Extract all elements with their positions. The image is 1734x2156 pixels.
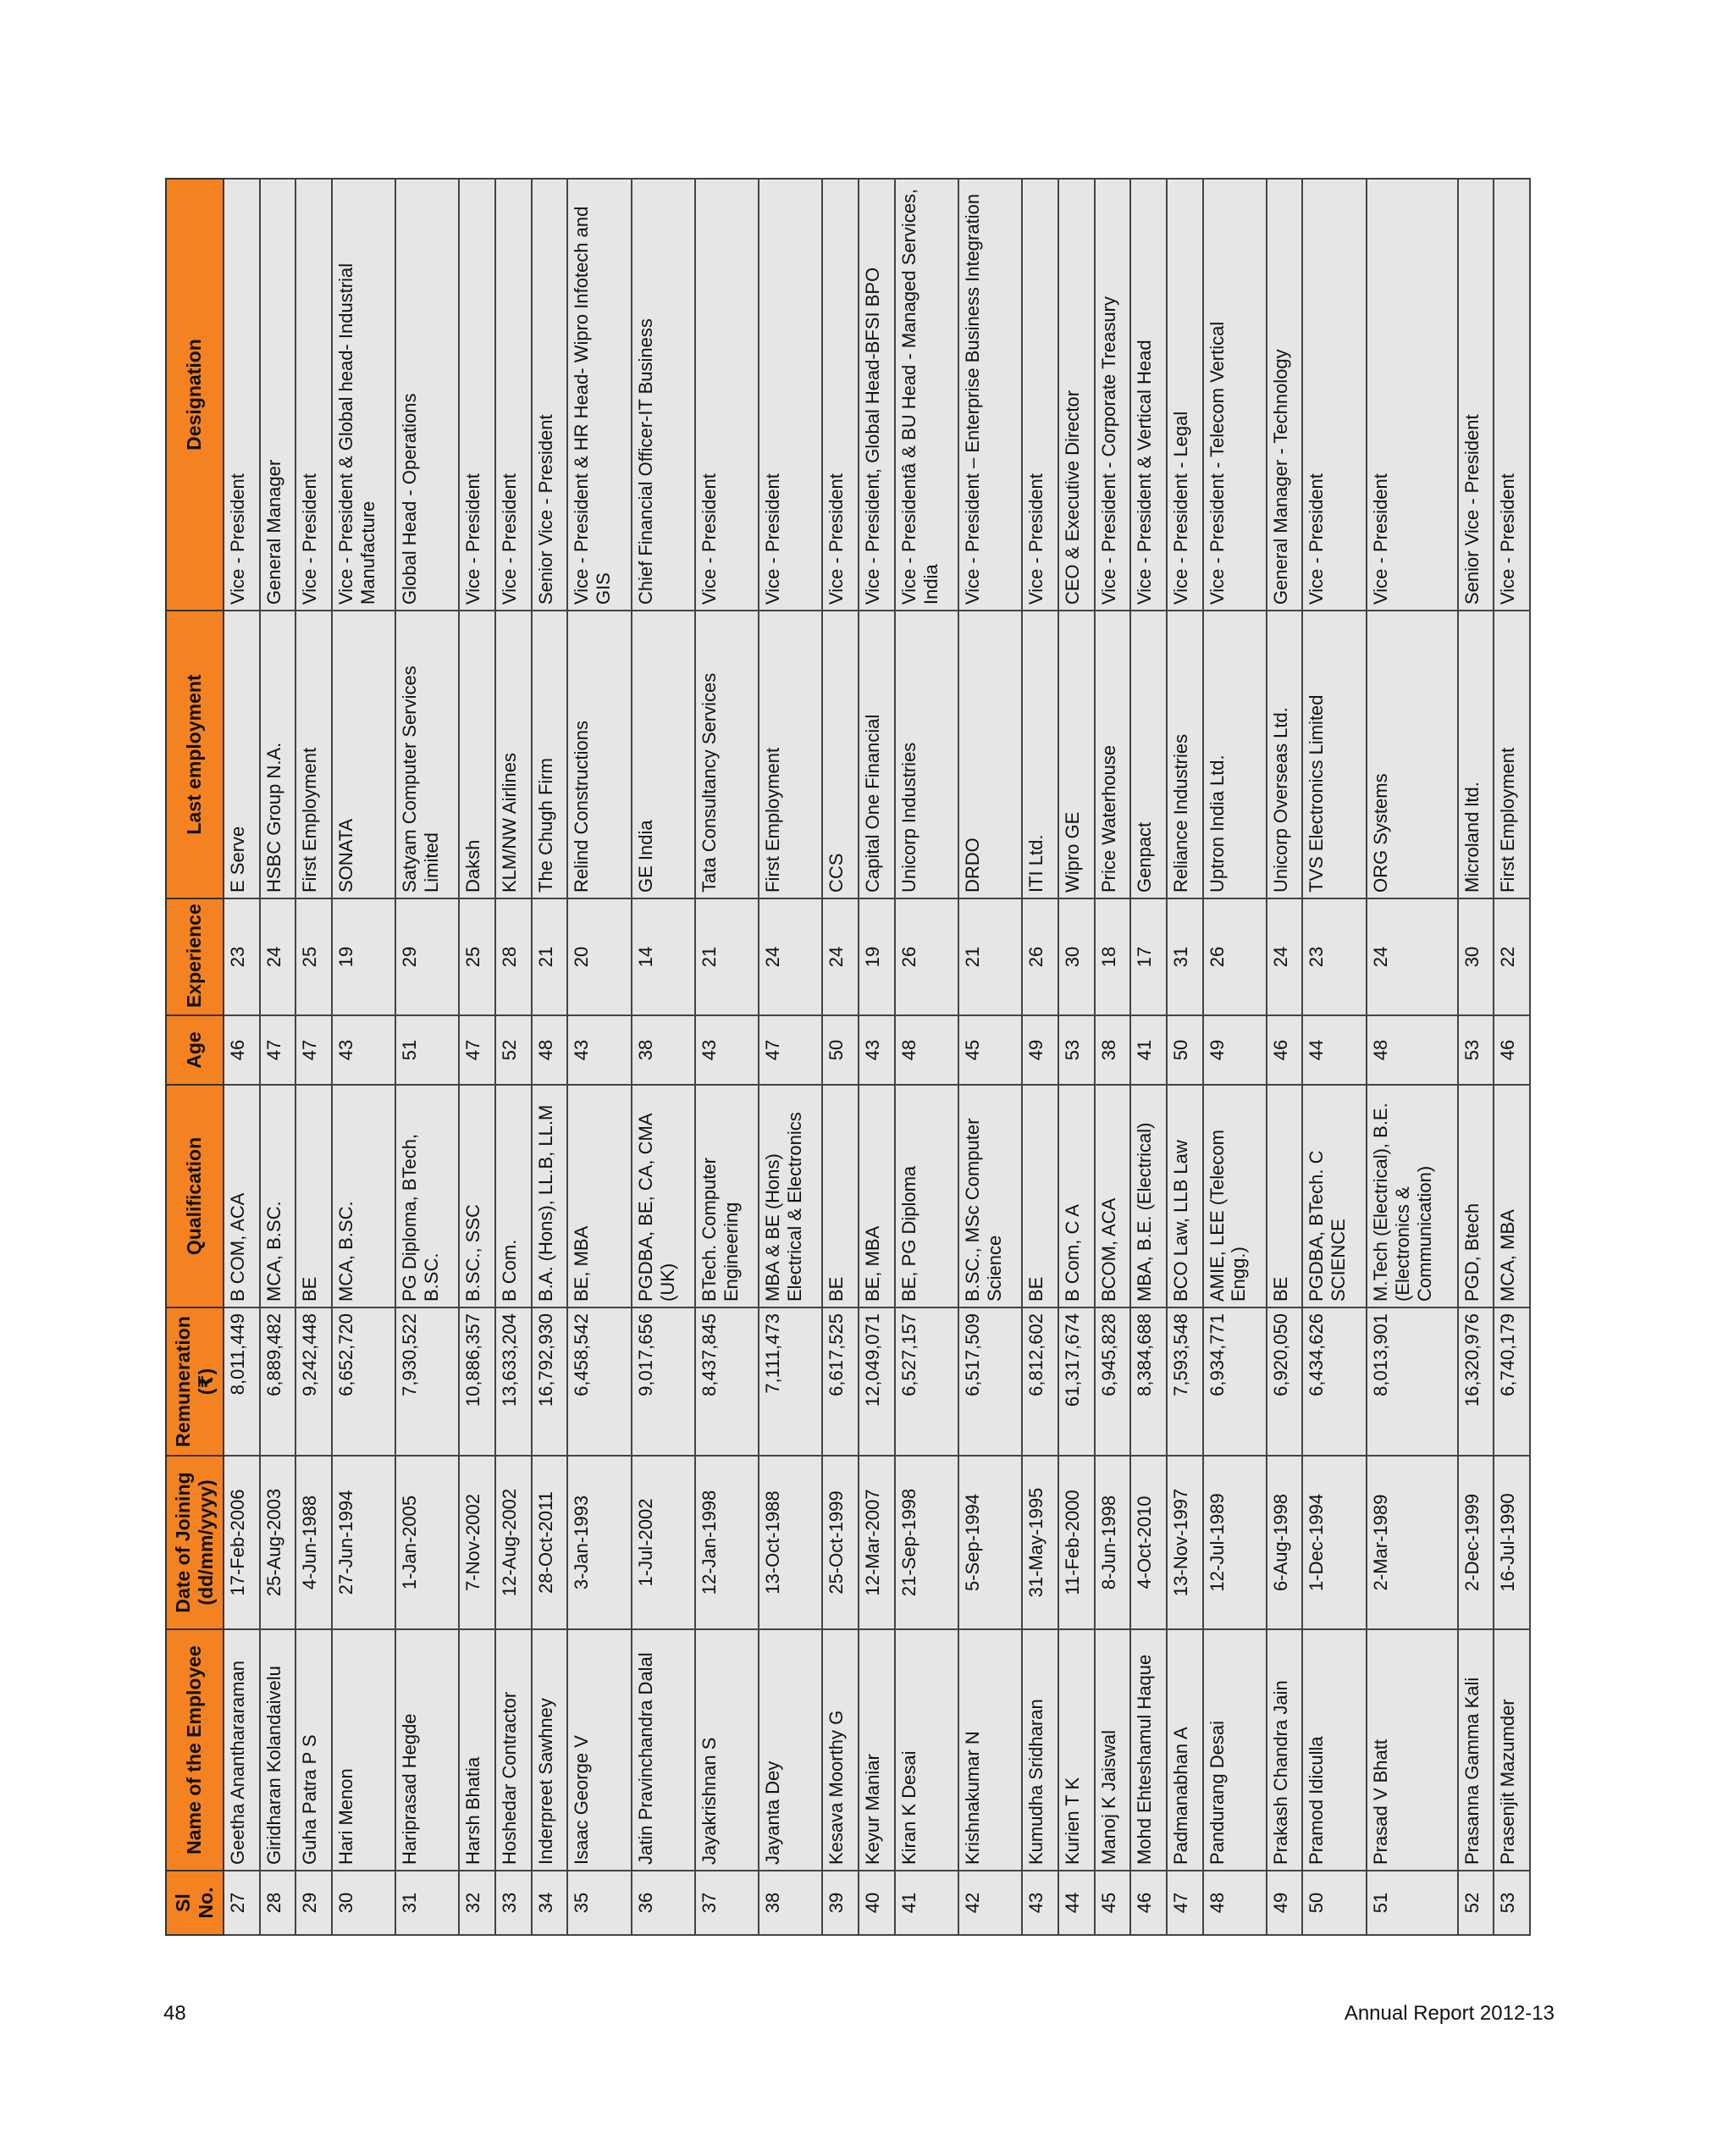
- cell-remuneration: 9,242,448: [295, 1307, 332, 1456]
- cell-remuneration: 7,593,548: [1167, 1307, 1203, 1456]
- cell-sl-no: 33: [495, 1871, 532, 1935]
- cell-last-employment: ORG Systems: [1367, 611, 1458, 898]
- cell-age: 45: [958, 1015, 1022, 1085]
- cell-experience: 31: [1167, 898, 1203, 1015]
- employee-table: [165, 178, 1531, 1936]
- cell-remuneration: 6,617,525: [822, 1307, 859, 1456]
- cell-remuneration: 8,013,901: [1367, 1307, 1458, 1456]
- cell-designation: Senior Vice - President: [532, 179, 568, 611]
- cell-name: Prasanna Gamma Kali: [1458, 1629, 1494, 1871]
- cell-name: Hari Menon: [332, 1629, 395, 1871]
- table-row: [1130, 179, 1167, 1935]
- cell-sl-no: 28: [260, 1871, 296, 1935]
- cell-designation: Vice - President: [295, 179, 332, 611]
- cell-qualification: BE, PG Diploma: [895, 1085, 958, 1307]
- cell-experience: 24: [260, 898, 296, 1015]
- cell-last-employment: GE India: [632, 611, 695, 898]
- cell-remuneration: 6,652,720: [332, 1307, 395, 1456]
- table-row: [695, 179, 759, 1935]
- cell-remuneration: 7,930,522: [395, 1307, 459, 1456]
- cell-name: Kurien T K: [1058, 1629, 1095, 1871]
- report-title: Annual Report 2012-13: [1344, 2002, 1555, 2025]
- cell-last-employment: Unicorp Overseas Ltd.: [1267, 611, 1303, 898]
- cell-last-employment: First Employment: [1494, 611, 1530, 898]
- cell-age: 49: [1022, 1015, 1058, 1085]
- cell-remuneration: 6,458,542: [567, 1307, 631, 1456]
- table-row: [395, 179, 459, 1935]
- cell-date-of-joining: 17-Feb-2006: [224, 1456, 260, 1629]
- cell-date-of-joining: 21-Sep-1998: [895, 1456, 958, 1629]
- cell-name: Guha Patra P S: [295, 1629, 332, 1871]
- cell-last-employment: Satyam Computer Services Limited: [395, 611, 459, 898]
- table-row: [759, 179, 822, 1935]
- cell-last-employment: E Serve: [224, 611, 260, 898]
- cell-name: Kesava Moorthy G: [822, 1629, 859, 1871]
- cell-qualification: MCA, B.SC.: [332, 1085, 395, 1307]
- cell-experience: 29: [395, 898, 459, 1015]
- header-designation: Designation: [166, 179, 224, 611]
- cell-designation: Vice - President & HR Head- Wipro Infotech and GIS: [567, 179, 631, 611]
- cell-sl-no: 32: [459, 1871, 495, 1935]
- cell-age: 48: [895, 1015, 958, 1085]
- cell-qualification: BTech. Computer Engineering: [695, 1085, 759, 1307]
- cell-designation: Vice - President: [1302, 179, 1366, 611]
- cell-qualification: B.SC., MSc Computer Science: [958, 1085, 1022, 1307]
- cell-last-employment: HSBC Group N.A.: [260, 611, 296, 898]
- table-row: [632, 179, 695, 1935]
- cell-age: 43: [567, 1015, 631, 1085]
- cell-date-of-joining: 3-Jan-1993: [567, 1456, 631, 1629]
- cell-date-of-joining: 8-Jun-1998: [1095, 1456, 1131, 1629]
- cell-last-employment: Reliance Industries: [1167, 611, 1203, 898]
- cell-last-employment: TVS Electronics Limited: [1302, 611, 1366, 898]
- cell-designation: Vice - President: [759, 179, 822, 611]
- cell-age: 47: [295, 1015, 332, 1085]
- table-row: [459, 179, 495, 1935]
- header-last-employment: Last employment: [166, 611, 224, 898]
- cell-age: 43: [859, 1015, 895, 1085]
- rotated-table-container: [165, 180, 1531, 1936]
- cell-qualification: BE: [1267, 1085, 1303, 1307]
- cell-experience: 25: [295, 898, 332, 1015]
- cell-qualification: BCOM, ACA: [1095, 1085, 1131, 1307]
- cell-remuneration: 16,792,930: [532, 1307, 568, 1456]
- cell-sl-no: 47: [1167, 1871, 1203, 1935]
- table-row: [567, 179, 631, 1935]
- cell-name: Kiran K Desai: [895, 1629, 958, 1871]
- cell-qualification: BE, MBA: [567, 1085, 631, 1307]
- cell-name: Krishnakumar N: [958, 1629, 1022, 1871]
- cell-date-of-joining: 4-Jun-1988: [295, 1456, 332, 1629]
- cell-last-employment: Relind Constructions: [567, 611, 631, 898]
- table-row: [859, 179, 895, 1935]
- cell-age: 44: [1302, 1015, 1366, 1085]
- cell-designation: Vice - President - Legal: [1167, 179, 1203, 611]
- cell-remuneration: 6,812,602: [1022, 1307, 1058, 1456]
- cell-sl-no: 39: [822, 1871, 859, 1935]
- cell-qualification: B.SC., SSC: [459, 1085, 495, 1307]
- cell-age: 53: [1458, 1015, 1494, 1085]
- cell-remuneration: 6,920,050: [1267, 1307, 1303, 1456]
- cell-remuneration: 7,111,473: [759, 1307, 822, 1456]
- cell-date-of-joining: 31-May-1995: [1022, 1456, 1058, 1629]
- cell-age: 41: [1130, 1015, 1167, 1085]
- cell-designation: Vice - President: [224, 179, 260, 611]
- cell-experience: 26: [1022, 898, 1058, 1015]
- cell-experience: 17: [1130, 898, 1167, 1015]
- table-row: [1458, 179, 1494, 1935]
- cell-age: 53: [1058, 1015, 1095, 1085]
- cell-age: 46: [224, 1015, 260, 1085]
- cell-date-of-joining: 25-Oct-1999: [822, 1456, 859, 1629]
- cell-experience: 30: [1458, 898, 1494, 1015]
- cell-last-employment: The Chugh Firm: [532, 611, 568, 898]
- cell-remuneration: 6,934,771: [1203, 1307, 1267, 1456]
- cell-age: 52: [495, 1015, 532, 1085]
- cell-qualification: BE: [822, 1085, 859, 1307]
- header-sl-no: Sl No.: [166, 1871, 224, 1935]
- cell-designation: Vice - President – Enterprise Business Integration: [958, 179, 1022, 611]
- cell-experience: 30: [1058, 898, 1095, 1015]
- cell-date-of-joining: 5-Sep-1994: [958, 1456, 1022, 1629]
- header-remuneration: Remuneration (₹): [166, 1307, 224, 1456]
- cell-name: Kumudha Sridharan: [1022, 1629, 1058, 1871]
- cell-qualification: BE, MBA: [859, 1085, 895, 1307]
- cell-last-employment: SONATA: [332, 611, 395, 898]
- cell-remuneration: 8,384,688: [1130, 1307, 1167, 1456]
- cell-date-of-joining: 12-Aug-2002: [495, 1456, 532, 1629]
- table-row: [1167, 179, 1203, 1935]
- cell-date-of-joining: 12-Jul-1989: [1203, 1456, 1267, 1629]
- cell-date-of-joining: 11-Feb-2000: [1058, 1456, 1095, 1629]
- cell-age: 38: [632, 1015, 695, 1085]
- cell-designation: Vice - President: [495, 179, 532, 611]
- cell-designation: Vice - President: [822, 179, 859, 611]
- cell-sl-no: 53: [1494, 1871, 1530, 1935]
- cell-age: 49: [1203, 1015, 1267, 1085]
- cell-name: Prasenjit Mazumder: [1494, 1629, 1530, 1871]
- cell-remuneration: 12,049,071: [859, 1307, 895, 1456]
- table-row: [495, 179, 532, 1935]
- cell-age: 46: [1267, 1015, 1303, 1085]
- cell-remuneration: 6,434,626: [1302, 1307, 1366, 1456]
- cell-last-employment: Unicorp Industries: [895, 611, 958, 898]
- cell-date-of-joining: 13-Oct-1988: [759, 1456, 822, 1629]
- cell-experience: 20: [567, 898, 631, 1015]
- cell-name: Geetha Ananthararaman: [224, 1629, 260, 1871]
- cell-sl-no: 30: [332, 1871, 395, 1935]
- cell-experience: 24: [822, 898, 859, 1015]
- cell-remuneration: 9,017,656: [632, 1307, 695, 1456]
- cell-last-employment: Microland ltd.: [1458, 611, 1494, 898]
- table-row: [332, 179, 395, 1935]
- cell-remuneration: 6,517,509: [958, 1307, 1022, 1456]
- cell-name: Pramod Idiculla: [1302, 1629, 1366, 1871]
- table-row: [958, 179, 1022, 1935]
- cell-designation: Vice - President - Telecom Vertical: [1203, 179, 1267, 611]
- table-row: [1267, 179, 1303, 1935]
- table-row: [1302, 179, 1366, 1935]
- cell-last-employment: Genpact: [1130, 611, 1167, 898]
- cell-designation: Vice - President - Corporate Treasury: [1095, 179, 1131, 611]
- cell-sl-no: 41: [895, 1871, 958, 1935]
- cell-age: 47: [459, 1015, 495, 1085]
- cell-date-of-joining: 16-Jul-1990: [1494, 1456, 1530, 1629]
- cell-last-employment: Capital One Financial: [859, 611, 895, 898]
- cell-sl-no: 29: [295, 1871, 332, 1935]
- cell-date-of-joining: 2-Mar-1989: [1367, 1456, 1458, 1629]
- cell-age: 47: [260, 1015, 296, 1085]
- cell-last-employment: Uptron India Ltd.: [1203, 611, 1267, 898]
- cell-qualification: PGDBA, BE, CA, CMA (UK): [632, 1085, 695, 1307]
- cell-sl-no: 45: [1095, 1871, 1131, 1935]
- cell-designation: Vice - President: [1494, 179, 1530, 611]
- cell-qualification: PGDBA, BTech. C SCIENCE: [1302, 1085, 1366, 1307]
- cell-date-of-joining: 12-Jan-1998: [695, 1456, 759, 1629]
- cell-designation: Vice - President: [459, 179, 495, 611]
- cell-remuneration: 6,527,157: [895, 1307, 958, 1456]
- cell-date-of-joining: 6-Aug-1998: [1267, 1456, 1303, 1629]
- cell-experience: 23: [224, 898, 260, 1015]
- cell-remuneration: 16,320,976: [1458, 1307, 1494, 1456]
- table-row: [1203, 179, 1267, 1935]
- cell-last-employment: Daksh: [459, 611, 495, 898]
- cell-experience: 24: [1267, 898, 1303, 1015]
- cell-sl-no: 48: [1203, 1871, 1267, 1935]
- cell-date-of-joining: 7-Nov-2002: [459, 1456, 495, 1629]
- cell-last-employment: ITI Ltd.: [1022, 611, 1058, 898]
- header-name: Name of the Employee: [166, 1629, 224, 1871]
- cell-name: Jatin Pravinchandra Dalal: [632, 1629, 695, 1871]
- cell-remuneration: 61,317,674: [1058, 1307, 1095, 1456]
- cell-age: 51: [395, 1015, 459, 1085]
- cell-remuneration: 6,889,482: [260, 1307, 296, 1456]
- cell-name: Hariprasad Hegde: [395, 1629, 459, 1871]
- cell-remuneration: 8,437,845: [695, 1307, 759, 1456]
- cell-designation: Vice - Presidentâ & BU Head - Managed Services, India: [895, 179, 958, 611]
- cell-name: Harsh Bhatia: [459, 1629, 495, 1871]
- cell-qualification: MCA, MBA: [1494, 1085, 1530, 1307]
- page-number: 48: [163, 2002, 186, 2025]
- table-row: [822, 179, 859, 1935]
- cell-last-employment: DRDO: [958, 611, 1022, 898]
- header-qualification: Qualification: [166, 1085, 224, 1307]
- cell-sl-no: 34: [532, 1871, 568, 1935]
- cell-sl-no: 38: [759, 1871, 822, 1935]
- cell-designation: CEO & Executive Director: [1058, 179, 1095, 611]
- cell-date-of-joining: 1-Jul-2002: [632, 1456, 695, 1629]
- cell-date-of-joining: 28-Oct-2011: [532, 1456, 568, 1629]
- cell-sl-no: 40: [859, 1871, 895, 1935]
- header-experience: Experience: [166, 898, 224, 1015]
- cell-age: 50: [1167, 1015, 1203, 1085]
- cell-experience: 25: [459, 898, 495, 1015]
- cell-sl-no: 52: [1458, 1871, 1494, 1935]
- cell-last-employment: First Employment: [759, 611, 822, 898]
- cell-last-employment: Tata Consultancy Services: [695, 611, 759, 898]
- cell-name: Giridharan Kolandaivelu: [260, 1629, 296, 1871]
- cell-qualification: B.A. (Hons), LL.B, LL.M: [532, 1085, 568, 1307]
- cell-designation: General Manager: [260, 179, 296, 611]
- cell-sl-no: 51: [1367, 1871, 1458, 1935]
- cell-qualification: B Com.: [495, 1085, 532, 1307]
- cell-remuneration: 10,886,357: [459, 1307, 495, 1456]
- cell-experience: 18: [1095, 898, 1131, 1015]
- table-row: [532, 179, 568, 1935]
- cell-experience: 24: [1367, 898, 1458, 1015]
- table-row: [260, 179, 296, 1935]
- cell-designation: Vice - President: [1367, 179, 1458, 611]
- cell-qualification: M.Tech (Electrical), B.E. (Electronics & Communication): [1367, 1085, 1458, 1307]
- cell-last-employment: Wipro GE: [1058, 611, 1095, 898]
- cell-name: Prakash Chandra Jain: [1267, 1629, 1303, 1871]
- cell-sl-no: 44: [1058, 1871, 1095, 1935]
- cell-age: 48: [532, 1015, 568, 1085]
- cell-designation: Vice - President: [695, 179, 759, 611]
- cell-last-employment: CCS: [822, 611, 859, 898]
- table-row: [895, 179, 958, 1935]
- cell-name: Hoshedar Contractor: [495, 1629, 532, 1871]
- cell-date-of-joining: 1-Dec-1994: [1302, 1456, 1366, 1629]
- cell-age: 38: [1095, 1015, 1131, 1085]
- cell-experience: 28: [495, 898, 532, 1015]
- cell-remuneration: 13,633,204: [495, 1307, 532, 1456]
- cell-experience: 19: [332, 898, 395, 1015]
- cell-age: 43: [332, 1015, 395, 1085]
- cell-experience: 21: [532, 898, 568, 1015]
- cell-name: Pandurang Desai: [1203, 1629, 1267, 1871]
- cell-name: Jayanta Dey: [759, 1629, 822, 1871]
- cell-qualification: B COM, ACA: [224, 1085, 260, 1307]
- cell-experience: 14: [632, 898, 695, 1015]
- cell-qualification: MBA, B.E. (Electrical): [1130, 1085, 1167, 1307]
- cell-date-of-joining: 4-Oct-2010: [1130, 1456, 1167, 1629]
- cell-designation: Global Head - Operations: [395, 179, 459, 611]
- cell-designation: Vice - President & Global head- Industrial Manufacture: [332, 179, 395, 611]
- cell-date-of-joining: 2-Dec-1999: [1458, 1456, 1494, 1629]
- cell-experience: 24: [759, 898, 822, 1015]
- table-row: [224, 179, 260, 1935]
- cell-date-of-joining: 25-Aug-2003: [260, 1456, 296, 1629]
- cell-age: 50: [822, 1015, 859, 1085]
- cell-date-of-joining: 27-Jun-1994: [332, 1456, 395, 1629]
- cell-sl-no: 27: [224, 1871, 260, 1935]
- table-row: [1058, 179, 1095, 1935]
- cell-name: Mohd Ehteshamul Haque: [1130, 1629, 1167, 1871]
- cell-name: Jayakrishnan S: [695, 1629, 759, 1871]
- cell-experience: 26: [1203, 898, 1267, 1015]
- cell-designation: Vice - President & Vertical Head: [1130, 179, 1167, 611]
- cell-designation: General Manager - Technology: [1267, 179, 1303, 611]
- cell-sl-no: 46: [1130, 1871, 1167, 1935]
- cell-last-employment: Price Waterhouse: [1095, 611, 1131, 898]
- cell-sl-no: 43: [1022, 1871, 1058, 1935]
- cell-qualification: AMIE, LEE (Telecom Engg.): [1203, 1085, 1267, 1307]
- cell-sl-no: 49: [1267, 1871, 1303, 1935]
- cell-name: Prasad V Bhatt: [1367, 1629, 1458, 1871]
- cell-last-employment: KLM/NW Airlines: [495, 611, 532, 898]
- cell-qualification: BE: [1022, 1085, 1058, 1307]
- cell-sl-no: 37: [695, 1871, 759, 1935]
- cell-sl-no: 50: [1302, 1871, 1366, 1935]
- cell-sl-no: 35: [567, 1871, 631, 1935]
- cell-name: Padmanabhan A: [1167, 1629, 1203, 1871]
- cell-name: Isaac George V: [567, 1629, 631, 1871]
- cell-experience: 23: [1302, 898, 1366, 1015]
- cell-date-of-joining: 12-Mar-2007: [859, 1456, 895, 1629]
- cell-experience: 21: [695, 898, 759, 1015]
- cell-name: Manoj K Jaiswal: [1095, 1629, 1131, 1871]
- cell-last-employment: First Employment: [295, 611, 332, 898]
- cell-qualification: PG Diploma, BTech, B.SC.: [395, 1085, 459, 1307]
- table-row: [1095, 179, 1131, 1935]
- cell-sl-no: 31: [395, 1871, 459, 1935]
- cell-remuneration: 6,740,179: [1494, 1307, 1530, 1456]
- cell-name: Keyur Maniar: [859, 1629, 895, 1871]
- cell-sl-no: 42: [958, 1871, 1022, 1935]
- header-age: Age: [166, 1015, 224, 1085]
- table-row: [295, 179, 332, 1935]
- cell-qualification: B Com, C A: [1058, 1085, 1095, 1307]
- table-row: [1022, 179, 1058, 1935]
- cell-qualification: MCA, B.SC.: [260, 1085, 296, 1307]
- cell-designation: Senior Vice - President: [1458, 179, 1494, 611]
- table-row: [1494, 179, 1530, 1935]
- cell-experience: 22: [1494, 898, 1530, 1015]
- cell-experience: 26: [895, 898, 958, 1015]
- cell-date-of-joining: 1-Jan-2005: [395, 1456, 459, 1629]
- cell-designation: Vice - President, Global Head-BFSI BPO: [859, 179, 895, 611]
- cell-date-of-joining: 13-Nov-1997: [1167, 1456, 1203, 1629]
- cell-designation: Vice - President: [1022, 179, 1058, 611]
- cell-designation: Chief Financial Officer-IT Business: [632, 179, 695, 611]
- cell-sl-no: 36: [632, 1871, 695, 1935]
- header-date-of-joining: Date of Joining (dd/mm/yyyy): [166, 1456, 224, 1629]
- cell-age: 48: [1367, 1015, 1458, 1085]
- cell-age: 47: [759, 1015, 822, 1085]
- cell-name: Inderpreet Sawhney: [532, 1629, 568, 1871]
- cell-age: 46: [1494, 1015, 1530, 1085]
- cell-qualification: BCO Law, LLB Law: [1167, 1085, 1203, 1307]
- cell-experience: 21: [958, 898, 1022, 1015]
- cell-experience: 19: [859, 898, 895, 1015]
- cell-qualification: MBA & BE (Hons) Electrical & Electronics: [759, 1085, 822, 1307]
- cell-remuneration: 8,011,449: [224, 1307, 260, 1456]
- cell-remuneration: 6,945,828: [1095, 1307, 1131, 1456]
- cell-qualification: PGD, Btech: [1458, 1085, 1494, 1307]
- table-header-row: [166, 179, 224, 1935]
- cell-age: 43: [695, 1015, 759, 1085]
- table-row: [1367, 179, 1458, 1935]
- cell-qualification: BE: [295, 1085, 332, 1307]
